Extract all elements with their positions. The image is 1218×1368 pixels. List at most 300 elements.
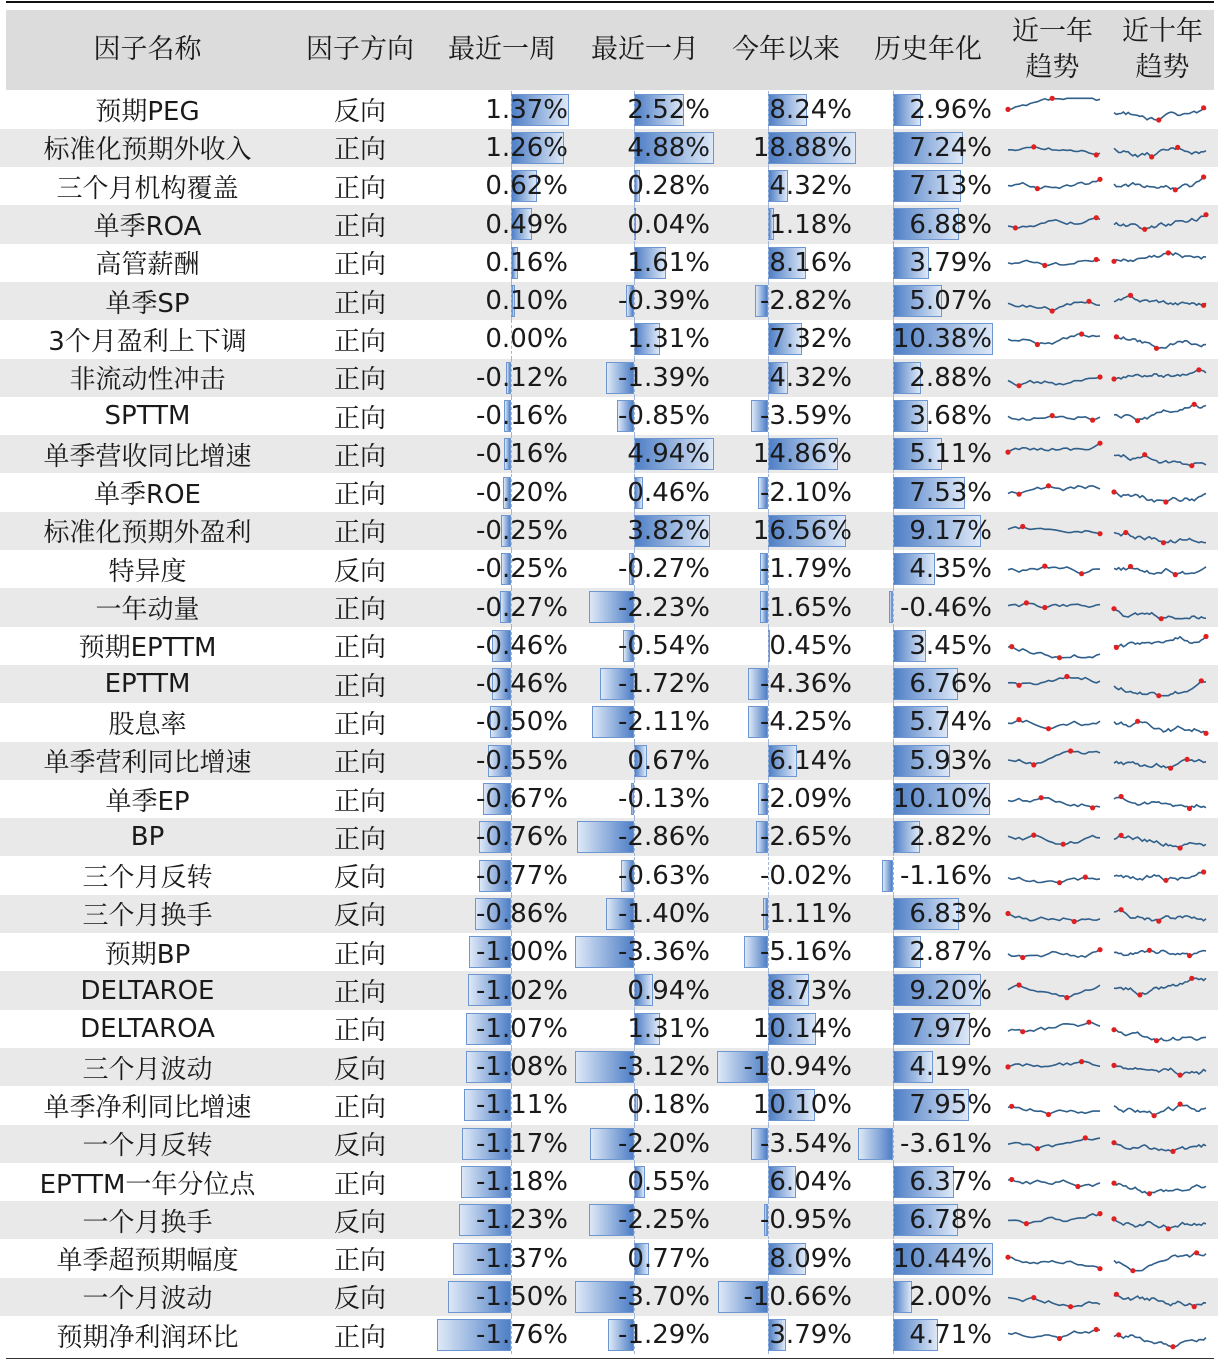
value-label: 4.32% xyxy=(769,362,852,393)
trend-1y-sparkline xyxy=(1004,1125,1104,1163)
value-label: -0.27% xyxy=(476,592,568,623)
sparkline-marker xyxy=(1031,833,1036,838)
sparkline-marker xyxy=(1097,1211,1102,1216)
table-row xyxy=(0,1125,1218,1163)
sparkline-marker xyxy=(1161,540,1166,545)
factor-name: 标准化预期外盈利 xyxy=(43,518,252,549)
value-label: -1.37% xyxy=(476,1243,568,1274)
sparkline-path xyxy=(1114,295,1206,305)
sparkline-marker xyxy=(1116,1332,1121,1337)
factor-direction: 反向 xyxy=(333,556,386,587)
trend-1y-sparkline xyxy=(1004,1201,1104,1239)
sparkline-path xyxy=(1008,179,1100,188)
value-label: -2.10% xyxy=(760,477,852,508)
sparkline-marker xyxy=(1090,417,1095,422)
value-label: -0.39% xyxy=(618,286,710,317)
sparkline-marker xyxy=(1111,1216,1116,1221)
factor-name: 单季营利同比增速 xyxy=(43,748,252,779)
sparkline-marker xyxy=(1111,606,1116,611)
sparkline-marker xyxy=(1114,334,1119,339)
value-label: 3.79% xyxy=(909,247,992,278)
factor-name: 三个月换手 xyxy=(82,901,213,932)
factor-name: 股息率 xyxy=(108,709,187,740)
value-label: -0.77% xyxy=(476,860,568,891)
table-row xyxy=(0,742,1218,780)
factor-name: 单季ROE xyxy=(94,480,201,511)
trend-10y-sparkline xyxy=(1110,320,1210,358)
sparkline-marker xyxy=(1175,145,1180,150)
sparkline-marker xyxy=(1046,1112,1051,1117)
sparkline-marker xyxy=(1031,1295,1036,1300)
column-header: 今年以来 xyxy=(732,34,840,65)
trend-10y-sparkline xyxy=(1110,971,1210,1009)
value-label: -2.25% xyxy=(618,1205,710,1236)
factor-direction: 反向 xyxy=(333,1054,386,1085)
value-label: -0.12% xyxy=(476,362,568,393)
value-label: 6.14% xyxy=(769,745,852,776)
column-header: 近十年 趋势 xyxy=(1122,16,1203,83)
value-label: 10.14% xyxy=(752,1013,852,1044)
trend-10y-sparkline xyxy=(1110,167,1210,205)
trend-10y-sparkline xyxy=(1110,665,1210,703)
value-label: -1.16% xyxy=(900,860,992,891)
sparkline-marker xyxy=(1016,383,1021,388)
factor-direction: 反向 xyxy=(333,1284,386,1315)
factor-direction: 正向 xyxy=(333,403,386,434)
sparkline-marker xyxy=(1137,993,1142,998)
sparkline-path xyxy=(1114,1142,1206,1151)
table-row xyxy=(0,627,1218,665)
sparkline-marker xyxy=(1072,919,1077,924)
table-row xyxy=(0,588,1218,626)
sparkline-marker xyxy=(1016,683,1021,688)
sparkline-path xyxy=(1008,218,1100,228)
value-label: -3.61% xyxy=(900,1128,992,1159)
trend-1y-sparkline xyxy=(1004,1086,1104,1124)
trend-10y-sparkline xyxy=(1110,1278,1210,1316)
value-label: -0.46% xyxy=(476,669,568,700)
sparkline-marker xyxy=(1035,342,1040,347)
table-row xyxy=(0,703,1218,741)
factor-name: 高管薪酬 xyxy=(95,250,200,281)
sparkline-marker xyxy=(1020,524,1025,529)
table-row xyxy=(0,1010,1218,1048)
value-label: -0.25% xyxy=(476,554,568,585)
trend-10y-sparkline xyxy=(1110,474,1210,512)
value-label: -3.12% xyxy=(618,1052,710,1083)
sparkline-marker xyxy=(1166,1226,1171,1231)
sparkline-path xyxy=(1114,177,1206,190)
factor-direction: 正向 xyxy=(333,633,386,664)
value-label: 8.73% xyxy=(769,975,852,1006)
sparkline-path xyxy=(1008,603,1100,608)
trend-1y-sparkline xyxy=(1004,282,1104,320)
trend-10y-sparkline xyxy=(1110,742,1210,780)
factor-direction: 正向 xyxy=(333,326,386,357)
factor-name: 一个月换手 xyxy=(82,1207,213,1238)
value-label: 1.61% xyxy=(627,247,710,278)
trend-10y-sparkline xyxy=(1110,1316,1210,1354)
sparkline-marker xyxy=(1039,795,1044,800)
table-row xyxy=(0,435,1218,473)
sparkline-marker xyxy=(1111,1063,1116,1068)
table-row xyxy=(0,1278,1218,1316)
sparkline-marker xyxy=(1094,1327,1099,1332)
table-row xyxy=(0,971,1218,1009)
sparkline-marker xyxy=(1154,1038,1159,1043)
trend-10y-sparkline xyxy=(1110,588,1210,626)
trend-1y-sparkline xyxy=(1004,320,1104,358)
sparkline-path xyxy=(1008,985,1100,998)
sparkline-marker xyxy=(1128,564,1133,569)
factor-direction: 正向 xyxy=(333,1092,386,1123)
sparkline-marker xyxy=(1016,983,1021,988)
sparkline-marker xyxy=(1050,308,1055,313)
value-label: 0.00% xyxy=(485,324,568,355)
sparkline-marker xyxy=(1152,1113,1157,1118)
sparkline-marker xyxy=(1083,874,1088,879)
table-row xyxy=(0,1316,1218,1354)
sparkline-marker xyxy=(1042,262,1047,267)
sparkline-marker xyxy=(1128,293,1133,298)
value-label: 1.31% xyxy=(627,324,710,355)
table-row xyxy=(0,244,1218,282)
factor-name: 三个月波动 xyxy=(82,1054,213,1085)
trend-1y-sparkline xyxy=(1004,1278,1104,1316)
sparkline-marker xyxy=(1201,174,1206,179)
value-label: 0.55% xyxy=(627,1167,710,1198)
value-label: 1.37% xyxy=(485,94,568,125)
value-label: 6.76% xyxy=(909,669,992,700)
value-label: 4.88% xyxy=(627,132,710,163)
sparkline-marker xyxy=(1057,880,1062,885)
value-label: 0.18% xyxy=(627,1090,710,1121)
sparkline-path xyxy=(1114,872,1206,880)
sparkline-marker xyxy=(1068,748,1073,753)
value-label: 7.95% xyxy=(909,1090,992,1121)
table-row xyxy=(0,1048,1218,1086)
sparkline-path xyxy=(1114,759,1206,768)
table-row xyxy=(0,205,1218,243)
value-label: 0.62% xyxy=(485,171,568,202)
factor-name: 一年动量 xyxy=(95,595,200,626)
trend-10y-sparkline xyxy=(1110,129,1210,167)
value-label: -0.86% xyxy=(476,898,568,929)
value-label: -0.63% xyxy=(618,860,710,891)
sparkline-marker xyxy=(1016,717,1021,722)
factor-name: SPTTM xyxy=(104,401,191,432)
table-row xyxy=(0,397,1218,435)
sparkline-path xyxy=(1008,798,1100,808)
value-label: -1.39% xyxy=(618,362,710,393)
value-label: 2.00% xyxy=(909,1281,992,1312)
value-label: 1.26% xyxy=(485,132,568,163)
sparkline-marker xyxy=(1005,1254,1010,1259)
trend-10y-sparkline xyxy=(1110,1240,1210,1278)
value-label: 8.24% xyxy=(769,94,852,125)
value-label: -1.07% xyxy=(476,1013,568,1044)
value-label: -0.55% xyxy=(476,745,568,776)
sparkline-marker xyxy=(1203,731,1208,736)
sparkline-marker xyxy=(1163,877,1168,882)
trend-1y-sparkline xyxy=(1004,91,1104,129)
value-label: -3.54% xyxy=(760,1128,852,1159)
table-row xyxy=(0,1201,1218,1239)
trend-1y-sparkline xyxy=(1004,588,1104,626)
factor-direction: 反向 xyxy=(333,1207,386,1238)
sparkline-path xyxy=(1114,369,1206,378)
sparkline-marker xyxy=(1114,1291,1119,1296)
factor-direction: 反向 xyxy=(333,1131,386,1162)
value-label: -4.36% xyxy=(760,669,852,700)
value-label: -2.23% xyxy=(618,592,710,623)
value-label: -0.16% xyxy=(476,401,568,432)
table-row xyxy=(0,474,1218,512)
sparkline-marker xyxy=(1064,674,1069,679)
factor-direction: 正向 xyxy=(333,748,386,779)
value-label: -5.16% xyxy=(760,937,852,968)
trend-1y-sparkline xyxy=(1004,895,1104,933)
value-label: 1.18% xyxy=(769,209,852,240)
value-label: 7.32% xyxy=(769,324,852,355)
value-label: 14.86% xyxy=(752,439,852,470)
sparkline-marker xyxy=(1111,1180,1116,1185)
value-label: 0.45% xyxy=(769,630,852,661)
value-label: -0.85% xyxy=(618,401,710,432)
table-row xyxy=(0,665,1218,703)
factor-name: 单季ROA xyxy=(93,212,202,243)
sparkline-path xyxy=(1114,836,1206,849)
factor-direction: 正向 xyxy=(333,1016,386,1047)
factor-direction: 正向 xyxy=(333,709,386,740)
table-row xyxy=(0,895,1218,933)
sparkline-marker xyxy=(1057,655,1062,660)
sparkline-path xyxy=(1008,1214,1100,1224)
sparkline-marker xyxy=(1114,644,1119,649)
sparkline-marker xyxy=(1187,953,1192,958)
sparkline-marker xyxy=(1020,955,1025,960)
sparkline-marker xyxy=(1090,805,1095,810)
table-row xyxy=(0,550,1218,588)
sparkline-marker xyxy=(1203,634,1208,639)
factor-name: 单季超预期幅度 xyxy=(56,1246,239,1277)
value-label: -1.76% xyxy=(476,1320,568,1351)
column-header: 因子名称 xyxy=(93,34,202,65)
value-label: -1.11% xyxy=(760,898,852,929)
value-label: -0.02% xyxy=(760,860,852,891)
trend-1y-sparkline xyxy=(1004,397,1104,435)
trend-1y-sparkline xyxy=(1004,971,1104,1009)
value-label: -1.00% xyxy=(476,937,568,968)
value-label: -1.18% xyxy=(476,1167,568,1198)
sparkline-path xyxy=(1008,1062,1100,1067)
trend-10y-sparkline xyxy=(1110,703,1210,741)
value-label: 3.45% xyxy=(909,630,992,661)
trend-10y-sparkline xyxy=(1110,818,1210,856)
sparkline-marker xyxy=(1119,833,1124,838)
sparkline-path xyxy=(1008,259,1100,265)
factor-direction: 正向 xyxy=(333,173,386,204)
sparkline-marker xyxy=(1201,105,1206,110)
factor-direction: 正向 xyxy=(333,212,386,243)
sparkline-marker xyxy=(1147,1191,1152,1196)
factor-direction: 正向 xyxy=(333,1322,386,1353)
sparkline-marker xyxy=(1035,186,1040,191)
sparkline-path xyxy=(1114,1335,1206,1347)
sparkline-marker xyxy=(1005,1064,1010,1069)
sparkline-path xyxy=(1008,443,1100,452)
sparkline-marker xyxy=(1156,117,1161,122)
sparkline-marker xyxy=(1189,976,1194,981)
sparkline-path xyxy=(1114,722,1206,734)
sparkline-path xyxy=(1114,215,1206,230)
value-label: 6.83% xyxy=(909,898,992,929)
sparkline-path xyxy=(1008,566,1100,574)
sparkline-marker xyxy=(1147,948,1152,953)
value-label: 7.53% xyxy=(909,477,992,508)
value-label: -0.13% xyxy=(618,784,710,815)
sparkline-path xyxy=(1114,1183,1206,1194)
trend-10y-sparkline xyxy=(1110,627,1210,665)
trend-10y-sparkline xyxy=(1110,244,1210,282)
trend-10y-sparkline xyxy=(1110,895,1210,933)
sparkline-marker xyxy=(1123,530,1128,535)
trend-10y-sparkline xyxy=(1110,512,1210,550)
value-label: -2.20% xyxy=(618,1128,710,1159)
value-label: 2.87% xyxy=(909,937,992,968)
sparkline-marker xyxy=(1075,1184,1080,1189)
sparkline-marker xyxy=(1201,869,1206,874)
value-label: 5.07% xyxy=(909,286,992,317)
sparkline-marker xyxy=(1024,1221,1029,1226)
table-header xyxy=(6,10,1214,90)
value-label: 4.35% xyxy=(909,554,992,585)
value-label: 10.10% xyxy=(752,1090,852,1121)
table-row xyxy=(0,320,1218,358)
sparkline-marker xyxy=(1046,726,1051,731)
value-label: -2.09% xyxy=(760,784,852,815)
value-label: -0.25% xyxy=(476,515,568,546)
table-row xyxy=(0,282,1218,320)
factor-name: 预期EPTTM xyxy=(78,633,217,664)
trend-1y-sparkline xyxy=(1004,550,1104,588)
trend-10y-sparkline xyxy=(1110,1201,1210,1239)
sparkline-path xyxy=(1114,492,1206,502)
table-row xyxy=(0,1240,1218,1278)
value-label: -1.23% xyxy=(476,1205,568,1236)
sparkline-marker xyxy=(1173,187,1178,192)
trend-1y-sparkline xyxy=(1004,244,1104,282)
sparkline-marker xyxy=(1119,907,1124,912)
factor-name: EPTTM xyxy=(104,669,191,700)
trend-1y-sparkline xyxy=(1004,1048,1104,1086)
sparkline-marker xyxy=(1168,765,1173,770)
value-label: 5.11% xyxy=(909,439,992,470)
value-label: -3.70% xyxy=(618,1281,710,1312)
sparkline-path xyxy=(1114,337,1206,349)
sparkline-marker xyxy=(1097,441,1102,446)
table-row xyxy=(0,818,1218,856)
sparkline-path xyxy=(1114,950,1206,955)
sparkline-marker xyxy=(1083,1135,1088,1140)
column-header: 最近一月 xyxy=(591,34,699,65)
factor-name: EPTTM一年分位点 xyxy=(39,1169,256,1200)
value-label: 2.96% xyxy=(909,94,992,125)
value-label: -1.79% xyxy=(760,554,852,585)
value-label: -0.54% xyxy=(618,630,710,661)
sparkline-marker xyxy=(1050,95,1055,100)
value-label: 5.74% xyxy=(909,707,992,738)
table-row xyxy=(0,359,1218,397)
sparkline-path xyxy=(1114,636,1206,647)
value-label: -0.76% xyxy=(476,822,568,853)
sparkline-marker xyxy=(1031,144,1036,149)
sparkline-marker xyxy=(1009,1104,1014,1109)
trend-10y-sparkline xyxy=(1110,857,1210,895)
sparkline-path xyxy=(1008,646,1100,657)
value-label: 10.38% xyxy=(892,324,992,355)
value-label: 3.82% xyxy=(627,515,710,546)
trend-10y-sparkline xyxy=(1110,1125,1210,1163)
sparkline-marker xyxy=(1009,644,1014,649)
trend-1y-sparkline xyxy=(1004,359,1104,397)
top-rule xyxy=(6,1,1214,3)
value-label: 8.09% xyxy=(769,1243,852,1274)
trend-1y-sparkline xyxy=(1004,703,1104,741)
factor-name: BP xyxy=(130,822,165,853)
factor-direction: 正向 xyxy=(333,939,386,970)
sparkline-marker xyxy=(1156,693,1161,698)
value-label: 6.88% xyxy=(909,209,992,240)
sparkline-marker xyxy=(1042,605,1047,610)
value-label: 0.10% xyxy=(485,286,568,317)
factor-name: 一个月波动 xyxy=(82,1284,213,1315)
sparkline-marker xyxy=(1097,177,1102,182)
sparkline-marker xyxy=(1187,806,1192,811)
sparkline-path xyxy=(1008,1297,1100,1306)
value-label: -3.36% xyxy=(618,937,710,968)
factor-name: 单季净利同比增速 xyxy=(43,1092,252,1123)
factor-name: 预期PEG xyxy=(95,97,200,128)
sparkline-marker xyxy=(1079,332,1084,337)
factor-name: 三个月反转 xyxy=(82,863,213,894)
sparkline-marker xyxy=(1196,367,1201,372)
column-header: 历史年化 xyxy=(874,34,982,65)
factor-direction: 正向 xyxy=(333,671,386,702)
value-label: 1.31% xyxy=(627,1013,710,1044)
table-row xyxy=(0,1163,1218,1201)
value-label: -2.86% xyxy=(618,822,710,853)
value-label: 5.93% xyxy=(909,745,992,776)
trend-1y-sparkline xyxy=(1004,742,1104,780)
trend-10y-sparkline xyxy=(1110,359,1210,397)
trend-1y-sparkline xyxy=(1004,780,1104,818)
value-label: 0.94% xyxy=(627,975,710,1006)
value-label: -0.46% xyxy=(476,630,568,661)
sparkline-marker xyxy=(1178,1073,1183,1078)
value-label: 10.10% xyxy=(892,784,992,815)
value-label: 16.56% xyxy=(752,515,852,546)
value-label: 6.78% xyxy=(909,1205,992,1236)
sparkline-marker xyxy=(1097,374,1102,379)
table-row xyxy=(0,129,1218,167)
factor-direction: 正向 xyxy=(333,1246,386,1277)
sparkline-marker xyxy=(1149,154,1154,159)
trend-1y-sparkline xyxy=(1004,627,1104,665)
factor-name: DELTAROE xyxy=(80,975,215,1006)
sparkline-path xyxy=(1114,1252,1206,1270)
factor-name: 预期净利润环比 xyxy=(56,1322,239,1353)
